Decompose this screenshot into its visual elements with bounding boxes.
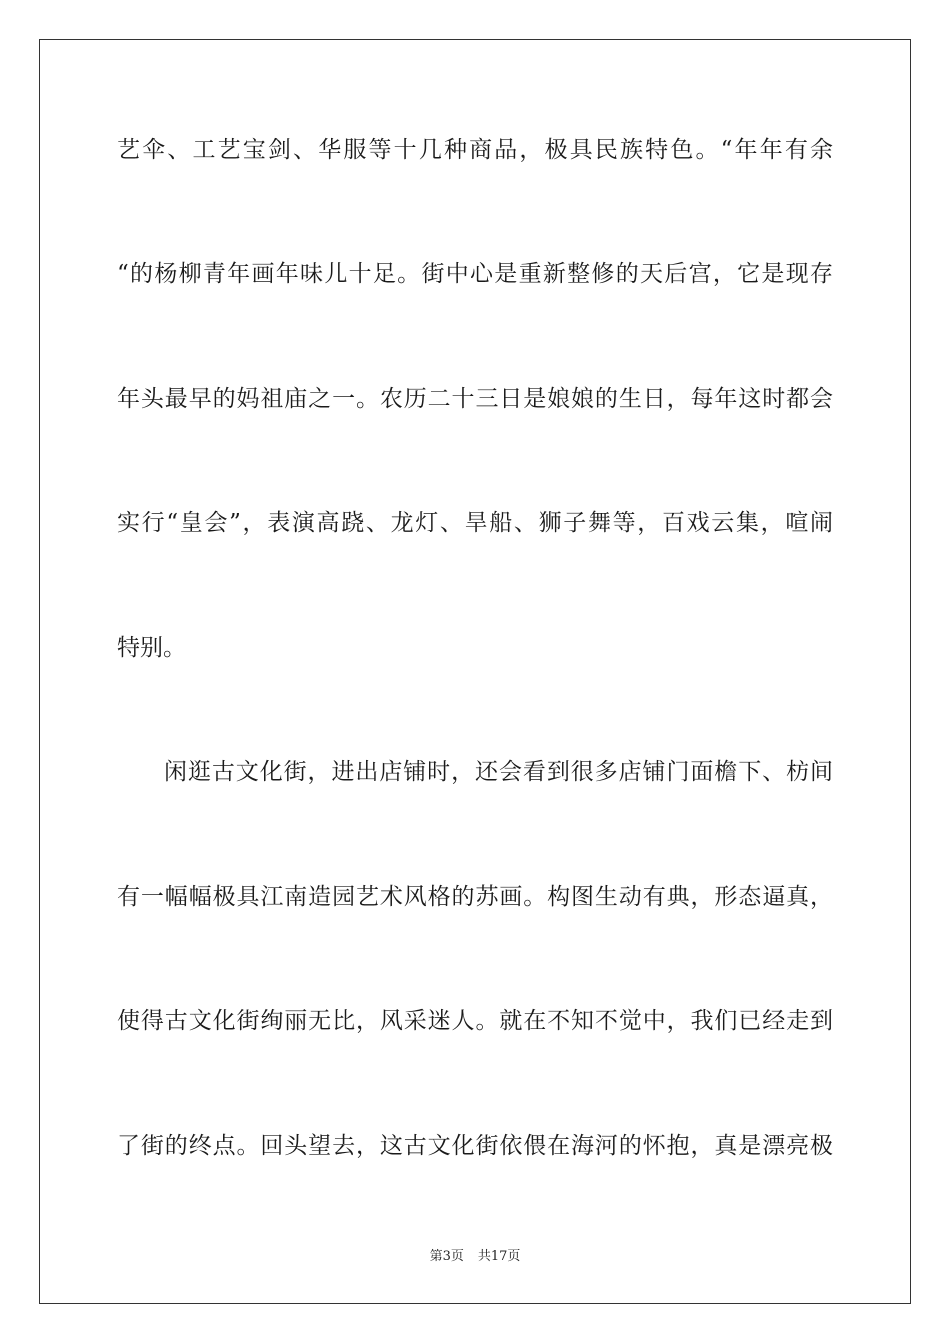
paragraph-line: 艺伞、工艺宝剑、华服等十几种商品，极具民族特色。“年年有余 xyxy=(117,137,833,163)
paragraph-line: 特别。 xyxy=(117,635,186,661)
page-footer xyxy=(0,1248,950,1266)
page-border xyxy=(39,39,911,1304)
page-total: 共17页 xyxy=(477,1249,521,1264)
paragraph-line: “的杨柳青年画年味儿十足。街中心是重新整修的天后宫，它是现存 xyxy=(117,261,833,287)
page-number: 第3页 xyxy=(429,1249,464,1264)
paragraph-line: 年头最早的妈祖庙之一。农历二十三日是娘娘的生日，每年这时都会 xyxy=(117,386,833,412)
paragraph-line: 实行“皇会”，表演高跷、龙灯、旱船、狮子舞等，百戏云集，喧闹 xyxy=(117,510,833,536)
paragraph-line: 使得古文化街绚丽无比，风采迷人。就在不知不觉中，我们已经走到 xyxy=(117,1008,833,1034)
paragraph-line: 有一幅幅极具江南造园艺术风格的苏画。构图生动有典，形态逼真， xyxy=(117,884,833,910)
paragraph-line: 闲逛古文化街，进出店铺时，还会看到很多店铺门面檐下、枋间 xyxy=(164,759,833,785)
paragraph-line: 了街的终点。回头望去，这古文化街依偎在海河的怀抱，真是漂亮极 xyxy=(117,1133,833,1159)
